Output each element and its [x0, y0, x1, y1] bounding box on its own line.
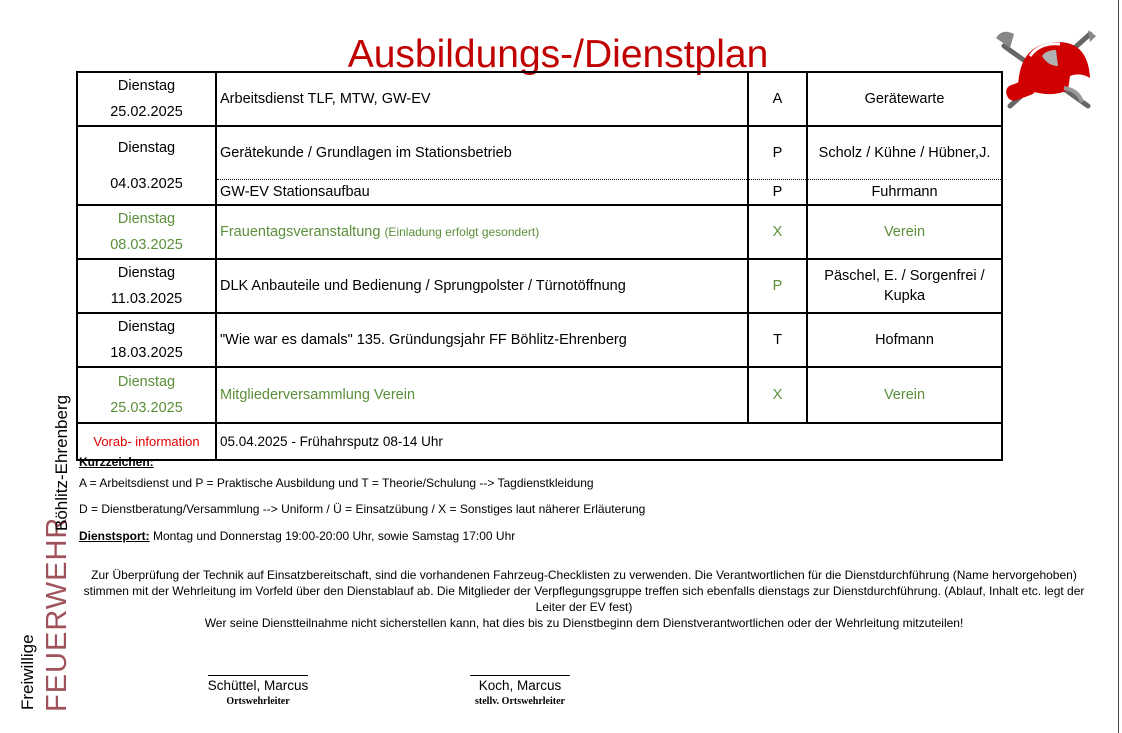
- schedule-row: [77, 126, 1002, 179]
- code-cell: X: [748, 367, 807, 423]
- legend-heading-text: Kurzzeichen:: [79, 455, 154, 469]
- page-border: [1118, 0, 1119, 733]
- description-cell: GW-EV Stationsaufbau: [216, 179, 748, 205]
- signature-left: [198, 675, 318, 707]
- date-label: 25.02.2025: [110, 104, 183, 120]
- notes-paragraph: Zur Überprüfung der Technik auf Einsatzbereitschaft, sind die vorhandenen Fahrzeug-Checklisten zu verwenden. Die Verantwortlichen für die Dienstdurchführung (Name hervorgehoben) stimmen mit der Wehrleitung im Vorfeld über den Dienstablauf ab. Die Mitglieder der Verpflegungsgruppe treffen sich ebenfalls dienstags zur Dienstdurchführung. (Ablauf, Inhalt etc. legt der Leiter der EV fest): [83, 568, 1085, 614]
- description-cell: Mitgliederversammlung Verein: [216, 367, 748, 423]
- responsible-cell: Verein: [807, 205, 1002, 259]
- notes-block: [78, 567, 1090, 631]
- responsible-cell: Hofmann: [807, 313, 1002, 367]
- schedule-row: [77, 72, 1002, 126]
- signature-name: Schüttel, Marcus: [207, 678, 309, 693]
- description-cell: Gerätekunde / Grundlagen im Stationsbetrieb: [216, 126, 748, 179]
- date-cell: [77, 205, 216, 259]
- weekday-label: Dienstag: [117, 211, 176, 227]
- code-cell: P: [748, 179, 807, 205]
- responsible-cell: Verein: [807, 367, 1002, 423]
- schedule-row: [77, 313, 1002, 367]
- signature-role: Ortswehrleiter: [226, 696, 290, 707]
- code-cell: A: [748, 72, 807, 126]
- responsible-cell: Scholz / Kühne / Hübner,J.: [807, 126, 1002, 179]
- code-cell: X: [748, 205, 807, 259]
- date-cell: [77, 72, 216, 126]
- date-label: 08.03.2025: [110, 237, 183, 253]
- description-cell: [216, 205, 748, 259]
- sport-line: [79, 529, 515, 543]
- date-cell: [77, 126, 216, 205]
- description-cell: "Wie war es damals" 135. Gründungsjahr FF Böhlitz-Ehrenberg: [216, 313, 748, 367]
- brand-place: Böhlitz-Ehrenberg: [52, 394, 71, 531]
- date-cell: [77, 313, 216, 367]
- weekday-label: Dienstag: [117, 265, 176, 281]
- signature-right: [450, 675, 590, 707]
- description-cell: Arbeitsdienst TLF, MTW, GW-EV: [216, 72, 748, 126]
- weekday-label: Dienstag: [117, 78, 176, 94]
- notes-warning: Wer seine Dienstteilnahme nicht sicherstellen kann, hat dies bis zu Dienstbeginn dem Dienstverantwortlichen oder der Wehrleitung mitzuteilen!: [204, 616, 964, 630]
- brand-freiwillige: Freiwillige: [18, 634, 37, 710]
- preinfo-text: 05.04.2025 - Frühahrsputz 08-14 Uhr: [216, 423, 1002, 460]
- description-cell: DLK Anbauteile und Bedienung / Sprungpolster / Türnotöffnung: [216, 259, 748, 313]
- firefighter-helmet-logo: [990, 26, 1102, 114]
- code-cell: P: [748, 259, 807, 313]
- schedule-row: [77, 259, 1002, 313]
- weekday-label: Dienstag: [117, 319, 176, 335]
- responsible-cell: Gerätewarte: [807, 72, 1002, 126]
- date-cell: [77, 367, 216, 423]
- schedule-row: [77, 367, 1002, 423]
- weekday-label: Dienstag: [117, 139, 176, 156]
- preinfo-row: [77, 423, 1002, 460]
- sport-label: Dienstsport:: [79, 529, 150, 543]
- code-cell: P: [748, 126, 807, 179]
- signature-line: [470, 675, 570, 676]
- date-label: 11.03.2025: [110, 291, 183, 307]
- date-label: 25.03.2025: [110, 400, 183, 416]
- responsible-cell: Fuhrmann: [807, 179, 1002, 205]
- code-cell: T: [748, 313, 807, 367]
- legend-line-1: A = Arbeitsdienst und P = Praktische Ausbildung und T = Theorie/Schulung --> Tagdienstkleidung: [79, 476, 594, 490]
- date-label: 04.03.2025: [110, 175, 183, 192]
- sport-text: Montag und Donnerstag 19:00-20:00 Uhr, sowie Samstag 17:00 Uhr: [153, 529, 516, 543]
- legend-heading: [79, 455, 154, 469]
- date-cell: [77, 259, 216, 313]
- signature-role: stellv. Ortswehrleiter: [475, 696, 565, 707]
- legend-line-2: D = Dienstberatung/Versammlung --> Uniform / Ü = Einsatzübung / X = Sonstiges laut näherer Erläuterung: [79, 502, 646, 516]
- schedule-table: [76, 71, 1003, 461]
- signature-line: [208, 675, 308, 676]
- description-text: Frauentagsveranstaltung: [220, 224, 381, 240]
- brand-feuerwehr: FEUERWEHR: [41, 516, 73, 712]
- page-title: Ausbildungs-/Dienstplan: [347, 33, 769, 76]
- date-label: 18.03.2025: [110, 345, 183, 361]
- responsible-cell: Päschel, E. / Sorgenfrei / Kupka: [807, 259, 1002, 313]
- schedule-row: [77, 205, 1002, 259]
- preinfo-label: Vorab- information: [77, 423, 216, 460]
- description-note: (Einladung erfolgt gesondert): [384, 225, 540, 239]
- weekday-label: Dienstag: [117, 374, 176, 390]
- schedule-row: [77, 179, 1002, 205]
- signature-name: Koch, Marcus: [478, 678, 562, 693]
